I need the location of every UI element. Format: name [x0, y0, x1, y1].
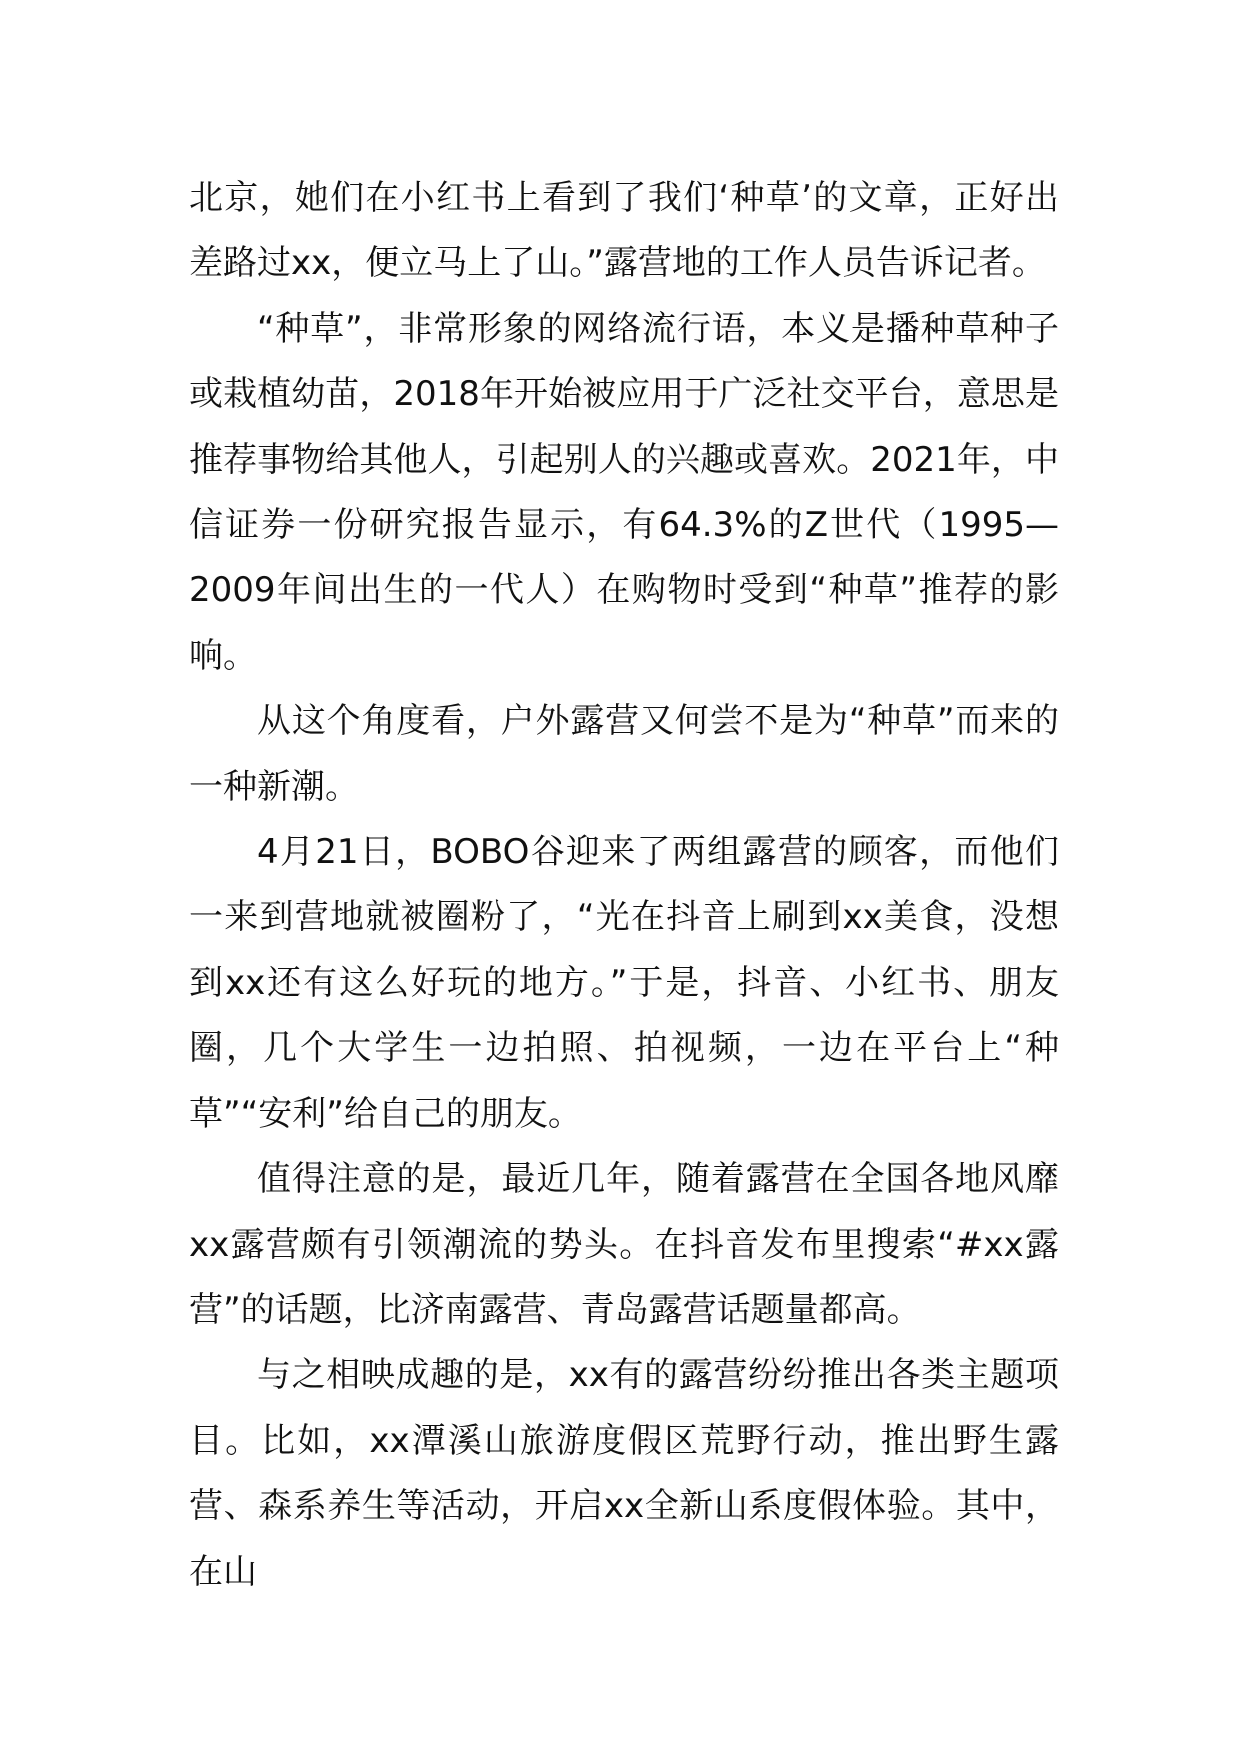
paragraph-1: 北京，她们在小红书上看到了我们‘种草’的文章，正好出差路过xx，便立马上了山。”露营地的工作人员告诉记者。 [189, 178, 1059, 284]
document-body [189, 166, 1059, 1605]
paragraph-6: 与之相映成趣的是，xx有的露营纷纷推出各类主题项目。比如，xx潭溪山旅游度假区荒野行动，推出野生露营、森系养生等活动，开启xx全新山系度假体验。其中，在山 [189, 1355, 1059, 1592]
paragraph-3: 从这个角度看，户外露营又何尝不是为“种草”而来的一种新潮。 [189, 701, 1059, 807]
paragraph-4: 4月21日，BOBO谷迎来了两组露营的顾客，而他们一来到营地就被圈粉了，“光在抖音上刷到xx美食，没想到xx还有这么好玩的地方。”于是，抖音、小红书、朋友圈，几个大学生一边拍照、拍视频，一边在平台上“种草”“安利”给自己的朋友。 [189, 832, 1059, 1134]
paragraph-2: “种草”，非常形象的网络流行语，本义是播种草种子或栽植幼苗，2018年开始被应用于广泛社交平台，意思是推荐事物给其他人，引起别人的兴趣或喜欢。2021年，中信证券一份研究报告显示，有64.3%的Z世代（1995—2009年间出生的一代人）在购物时受到“种草”推荐的影响。 [189, 308, 1059, 676]
paragraph-5: 值得注意的是，最近几年，随着露营在全国各地风靡xx露营颇有引领潮流的势头。在抖音发布里搜索“#xx露营”的话题，比济南露营、青岛露营话题量都高。 [189, 1159, 1059, 1330]
